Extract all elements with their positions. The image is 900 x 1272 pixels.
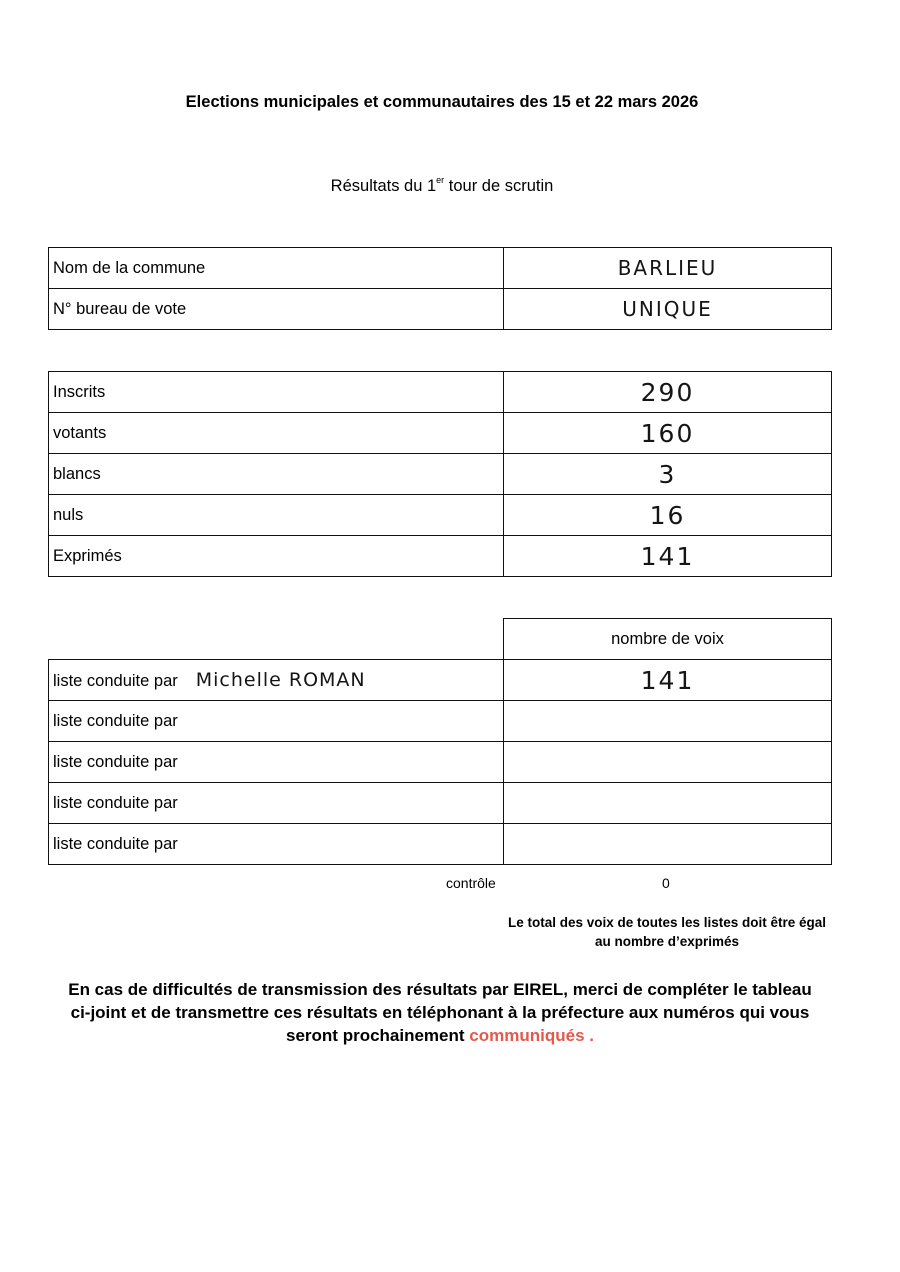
page-title: Elections municipales et communautaires des 15 et 22 mars 2026 xyxy=(185,93,699,111)
page-subtitle xyxy=(0,175,884,196)
lists-table xyxy=(48,618,832,865)
blancs-field[interactable] xyxy=(504,454,832,495)
bureau-field[interactable] xyxy=(504,289,832,330)
list-label: liste conduite par xyxy=(53,834,178,853)
transmission-notice xyxy=(60,978,820,1047)
commune-name-label: Nom de la commune xyxy=(49,248,504,289)
votes-value: 141 xyxy=(640,665,695,695)
exprimes-value: 141 xyxy=(640,541,695,571)
list-label: liste conduite par xyxy=(53,711,178,730)
votes-field[interactable] xyxy=(504,783,832,824)
commune-name-field[interactable] xyxy=(504,248,832,289)
votants-label: votants xyxy=(49,413,504,454)
table-row xyxy=(49,372,832,413)
commune-name-value: BARLIEU xyxy=(617,256,718,280)
table-row xyxy=(49,289,832,330)
notice-main: En cas de difficultés de transmission des résultats par EIREL, merci de compléter le tableau ci-joint et de transmettre ces résultats en téléphonant à la préfecture aux numéros qui vous seront prochainement xyxy=(68,980,812,1045)
controle-value: 0 xyxy=(662,875,670,891)
commune-table xyxy=(48,247,832,330)
subtitle-prefix: Résultats du 1 xyxy=(330,177,437,195)
table-row xyxy=(49,742,832,783)
leader-name: Michelle ROMAN xyxy=(195,669,366,691)
bureau-value: UNIQUE xyxy=(622,297,713,321)
list-label: liste conduite par xyxy=(53,672,178,690)
list-row-label[interactable] xyxy=(49,701,504,742)
table-row xyxy=(49,495,832,536)
table-row xyxy=(49,413,832,454)
table-header-row xyxy=(49,619,832,660)
exprimes-label: Exprimés xyxy=(49,536,504,577)
blancs-value: 3 xyxy=(658,459,677,489)
votants-value: 160 xyxy=(640,418,695,448)
table-row xyxy=(49,536,832,577)
table-row xyxy=(49,701,832,742)
list-row-label[interactable] xyxy=(49,783,504,824)
bureau-label: N° bureau de vote xyxy=(49,289,504,330)
inscrits-value: 290 xyxy=(640,377,695,407)
list-label: liste conduite par xyxy=(53,793,178,812)
nuls-label: nuls xyxy=(49,495,504,536)
votes-field[interactable] xyxy=(504,660,832,701)
nuls-field[interactable] xyxy=(504,495,832,536)
table-row xyxy=(49,660,832,701)
list-row-label[interactable] xyxy=(49,660,504,701)
empty-header-cell xyxy=(49,619,504,660)
votants-field[interactable] xyxy=(504,413,832,454)
list-row-label[interactable] xyxy=(49,824,504,865)
exprimes-field[interactable] xyxy=(504,536,832,577)
list-label: liste conduite par xyxy=(53,752,178,771)
counts-table xyxy=(48,371,832,577)
inscrits-label: Inscrits xyxy=(49,372,504,413)
table-row xyxy=(49,454,832,495)
controle-label: contrôle xyxy=(446,875,496,891)
votes-field[interactable] xyxy=(504,701,832,742)
inscrits-field[interactable] xyxy=(504,372,832,413)
notice-highlight: communiqués . xyxy=(469,1026,594,1045)
total-note: Le total des voix de toutes les listes doit être égal au nombre d’exprimés xyxy=(507,915,827,949)
blancs-label: blancs xyxy=(49,454,504,495)
list-row-label[interactable] xyxy=(49,742,504,783)
table-row xyxy=(49,248,832,289)
table-row xyxy=(49,783,832,824)
votes-column-header: nombre de voix xyxy=(504,619,832,660)
table-row xyxy=(49,824,832,865)
subtitle-superscript: er xyxy=(436,175,445,185)
subtitle-suffix: tour de scrutin xyxy=(444,177,554,195)
votes-field[interactable] xyxy=(504,824,832,865)
nuls-value: 16 xyxy=(649,500,686,530)
votes-field[interactable] xyxy=(504,742,832,783)
